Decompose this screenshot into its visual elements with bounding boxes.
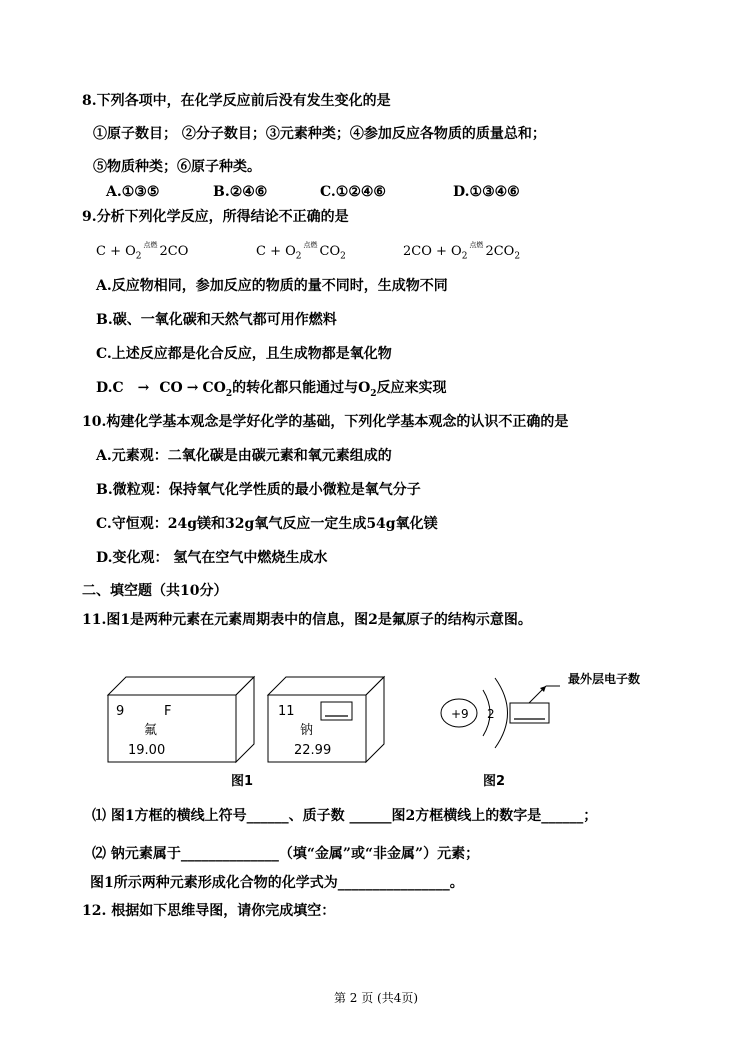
- condition-ignite: 点燃: [143, 241, 158, 249]
- q9-stem: 9.分析下列化学反应，所得结论不正确的是: [82, 209, 349, 225]
- q11-figures: [0, 650, 752, 800]
- section-title: 二、填空题（共10分）: [82, 583, 228, 599]
- q9-option-b: B.碳、一氧化碳和天然气都可用作燃料: [96, 312, 337, 328]
- q10-option-a: A.元素观：二氧化碳是由碳元素和氧元素组成的: [96, 448, 392, 464]
- condition-ignite: 点燃: [303, 241, 318, 249]
- figure1-caption: 图1: [231, 774, 254, 789]
- sodium-name: 钠: [300, 723, 314, 738]
- fluorine-element-box: [108, 677, 254, 762]
- outer-shell-blank: [510, 703, 549, 723]
- q8-stem: 8.下列各项中，在化学反应前后没有发生变化的是: [82, 93, 391, 109]
- fluorine-symbol: F: [164, 704, 172, 719]
- q10-stem: 10.构建化学基本观念是学好化学的基础，下列化学基本观念的认识不正确的是: [82, 414, 569, 430]
- fluorine-number: 9: [116, 704, 125, 719]
- q8-option-d: D.①③④⑥: [453, 184, 520, 200]
- q8-items-line1: ①原子数目； ②分子数目；③元素种类；④参加反应各物质的质量总和；: [93, 126, 546, 142]
- q10-option-b: B.微粒观：保持氧气化学性质的最小微粒是氧气分子: [96, 482, 421, 498]
- q9-option-d: D.C → CO → $CO_2$的转化都只能通过与$O_2$反应来实现: [96, 380, 447, 399]
- condition-ignite: 点燃: [469, 241, 484, 249]
- q11-sub3: 图1所示两种元素形成化合物的化学式为________________。: [90, 875, 464, 891]
- nucleus-charge: +9: [451, 707, 469, 721]
- equation-2: $C + O_2^{点燃}$ $CO_2$: [256, 241, 346, 262]
- q9-option-c: C.上述反应都是化合反应，且生成物都是氧化物: [96, 346, 392, 362]
- q8-option-a: A.①③⑤: [106, 184, 160, 200]
- inner-shell-electrons: 2: [487, 707, 495, 721]
- sodium-symbol-blank: [321, 702, 352, 720]
- q11-sub1: ⑴ 图1方框的横线上符号______、质子数 ______图2方框横线上的数字是______；: [92, 808, 598, 824]
- q11-stem: 11.图1是两种元素在元素周期表中的信息，图2是氟原子的结构示意图。: [82, 612, 532, 628]
- q11-sub2: ⑵ 钠元素属于______________（填“金属”或“非金属”）元素；: [92, 846, 480, 862]
- sodium-element-box: [268, 677, 384, 762]
- fluorine-mass: 19.00: [128, 743, 166, 758]
- arrow-icon: →: [186, 380, 199, 396]
- fluorine-atom-diagram: [441, 671, 640, 748]
- q12-stem: 12. 根据如下思维导图，请你完成填空：: [82, 903, 336, 919]
- fluorine-name: 氟: [144, 723, 158, 738]
- page-footer: 第 2 页 (共4页): [333, 991, 419, 1005]
- equation-3: $2CO + O_2^{点燃}$ $2CO_2$: [403, 241, 521, 262]
- q10-option-c: C.守恒观：24g镁和32g氧气反应一定生成54g氧化镁: [96, 516, 438, 532]
- q8-option-c: C.①②④⑥: [320, 184, 386, 200]
- figure2-caption: 图2: [483, 774, 506, 789]
- outer-electrons-label: 最外层电子数: [568, 672, 641, 686]
- sodium-number: 11: [278, 704, 295, 719]
- q9-option-a: A.反应物相同，参加反应的物质的量不同时，生成物不同: [96, 278, 448, 294]
- arrow-icon: →: [137, 380, 150, 396]
- q10-option-d: D.变化观： 氢气在空气中燃烧生成水: [96, 550, 328, 566]
- sodium-mass: 22.99: [294, 743, 332, 758]
- q8-items-line2: ⑤物质种类；⑥原子种类。: [93, 159, 261, 175]
- equation-1: $C + O_2^{点燃}$ 2CO: [96, 241, 189, 262]
- q8-option-b: B.②④⑥: [213, 184, 268, 200]
